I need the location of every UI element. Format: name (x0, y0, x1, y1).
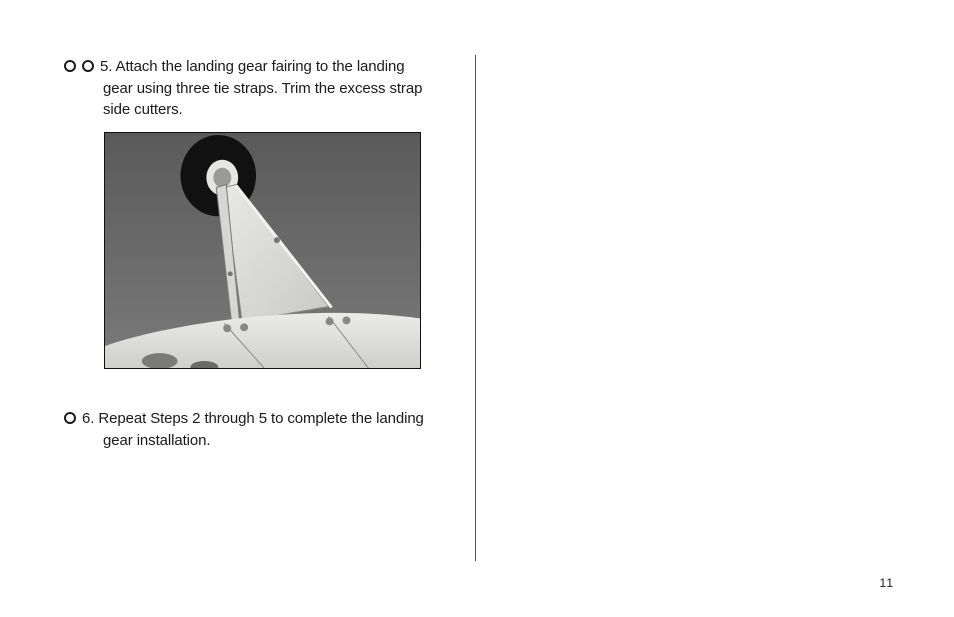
step-5-text-1: 5. Attach the landing gear fairing to the landing (100, 58, 405, 75)
checkbox-icon[interactable] (64, 60, 76, 72)
page-number: 11 (879, 576, 894, 590)
step-5 (64, 56, 444, 121)
step-5-text-3: side cutters. (103, 101, 183, 118)
step-6 (64, 408, 444, 451)
column-divider (475, 55, 476, 561)
landing-gear-photo (104, 132, 421, 369)
step-5-text-2: gear using three tie straps. Trim the excess strap (103, 79, 423, 97)
checkbox-icon[interactable] (64, 412, 76, 424)
checkbox-icon[interactable] (82, 60, 94, 72)
step-5-line-1 (64, 56, 444, 78)
step-6-text-1: 6. Repeat Steps 2 through 5 to complete the landing (82, 410, 424, 427)
step-6-line-1 (64, 408, 444, 430)
step-6-text-2: gear installation. (103, 431, 211, 449)
landing-gear-photo-icon (105, 133, 420, 368)
